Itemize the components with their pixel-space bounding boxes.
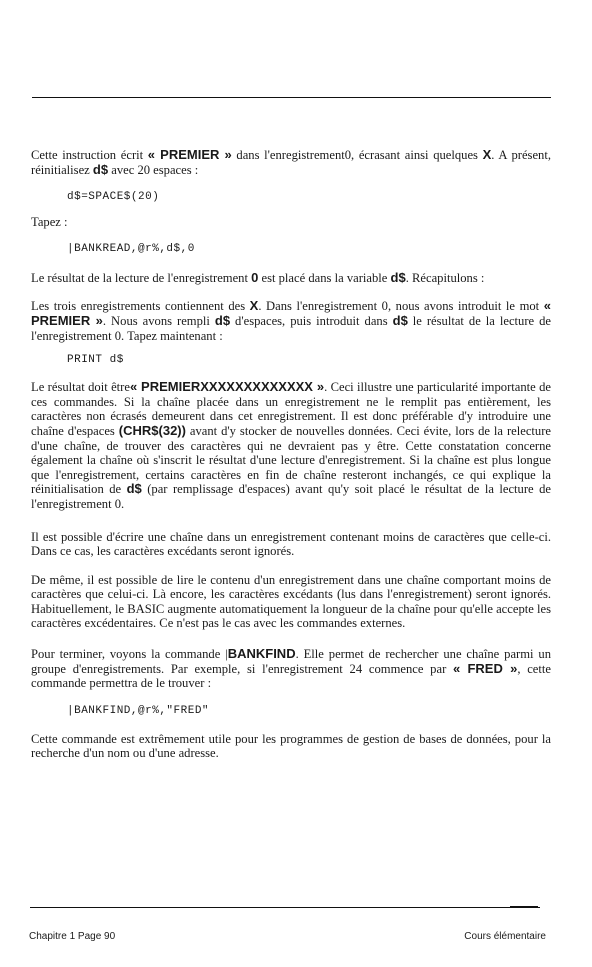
keyword-text: d$ xyxy=(92,161,109,177)
body-text: . Dans l'enregistrement 0, nous avons introduit le mot xyxy=(258,299,544,314)
keyword-text: d$ xyxy=(214,312,231,328)
keyword-text: X xyxy=(482,147,492,162)
code-line: PRINT d$ xyxy=(67,354,124,367)
body-text: . Elle permet de rechercher une chaîne parmi un groupe d'enregistrements. Par exemple, si l'enregistrement 24 commence par xyxy=(31,647,551,676)
paragraph xyxy=(31,380,551,511)
top-rule xyxy=(32,97,551,98)
body-text: . Ceci illustre une particularité importante de ces commandes. Si la chaîne placée dans un enregistrement ne le remplit pas entièrement, les caractères non écrasés demeurent dans cet enregistrement. Il est donc préférable d'y introduire une chaîne d'espaces xyxy=(31,380,551,438)
body-text: . A présent, réinitialisez xyxy=(31,148,551,177)
body-text: est placé dans la variable xyxy=(258,270,391,285)
body-text: (par remplissage d'espaces) avant qu'y soit placé le résultat de la lecture de l'enregistrement 0. xyxy=(31,482,551,511)
body-text: De même, il est possible de lire le contenu d'un enregistrement dans une chaîne comportant moins de caractères que celui-ci. Là encore, les caractères excédants (lus dans l'enregistrement) seront ignorés. Habituellement, le BASIC augmente automatiquement la longueur de la chaîne pour qu'elle accepte les caractères excédentaires. Ce n'est pas le cas avec les commandes externes. xyxy=(31,572,551,631)
body-text: avec 20 espaces : xyxy=(108,162,199,177)
paragraph xyxy=(31,271,551,286)
body-text: Le résultat doit être xyxy=(31,380,130,395)
keyword-text: (CHR$(32)) xyxy=(118,422,186,438)
keyword-text: « FRED » xyxy=(453,660,518,676)
paragraph xyxy=(31,148,551,177)
paragraph xyxy=(31,732,551,761)
body-text: Les trois enregistrements contiennent des xyxy=(31,299,250,314)
body-text: Tapez : xyxy=(31,215,68,230)
keyword-text: d$ xyxy=(390,269,406,285)
keyword-text: d$ xyxy=(392,312,408,328)
body-text: d'espaces, puis introduit dans xyxy=(230,313,393,328)
keyword-text: d$ xyxy=(126,481,142,497)
body-text: Cette instruction écrit xyxy=(31,148,148,162)
body-text: Cette commande est extrêmement utile pour les programmes de gestion de bases de données, pour la recherche d'un nom ou d'une adresse. xyxy=(31,731,551,761)
body-text: avant d'y stocker de nouvelles données. Ceci évite, lors de la relecture d'une chaîne, de trouver des caractères qui ne devraient pas y être. Cette constatation concerne également la chaîne où s'inscrit le résultat d'une lecture d'enregistrement. Si la chaîne est plus longue que l'enregistrement, certains caractères en fin de chaîne resteront inchangés, ce qui explique la réinitialisation de xyxy=(31,423,551,497)
paragraph xyxy=(31,530,551,559)
body-text: . Nous avons rempli xyxy=(102,313,215,328)
code-line: |BANKREAD,@r%,d$,0 xyxy=(67,242,195,255)
keyword-text: BANKFIND xyxy=(227,646,296,662)
body-text: Pour terminer, voyons la commande | xyxy=(31,647,228,662)
keyword-text: X xyxy=(249,298,259,314)
paragraph xyxy=(31,215,551,230)
body-text: le résultat de la lecture de l'enregistrement 0. Tapez maintenant : xyxy=(31,313,552,343)
keyword-text: « PREMIER » xyxy=(31,298,551,328)
body-text: , cette commande permettra de le trouver : xyxy=(31,661,551,691)
page-content xyxy=(31,148,551,761)
body-text: dans l'enregistrement0, écrasant ainsi quelques xyxy=(231,148,483,162)
body-text: Le résultat de la lecture de l'enregistrement xyxy=(31,270,252,285)
keyword-text: « PREMIER » xyxy=(147,147,232,162)
footer-page-number: Chapitre 1 Page 90 xyxy=(29,931,116,942)
code-line: |BANKFIND,@r%,"FRED" xyxy=(67,704,210,717)
footer-book-title: Cours élémentaire xyxy=(464,931,546,942)
body-text: Il est possible d'écrire une chaîne dans un enregistrement contenant moins de caractères que celle-ci. Dans ce cas, les caractères excédants seront ignorés. xyxy=(31,529,551,559)
code-line: d$=SPACE$(20) xyxy=(67,191,160,204)
paragraph xyxy=(31,573,551,631)
keyword-text: « PREMIERXXXXXXXXXXXXX » xyxy=(129,379,325,395)
keyword-text: 0 xyxy=(251,269,259,285)
paragraph xyxy=(31,647,551,691)
body-text: . Récapitulons : xyxy=(405,270,485,285)
bottom-rule xyxy=(30,907,540,908)
paragraph xyxy=(31,299,551,343)
